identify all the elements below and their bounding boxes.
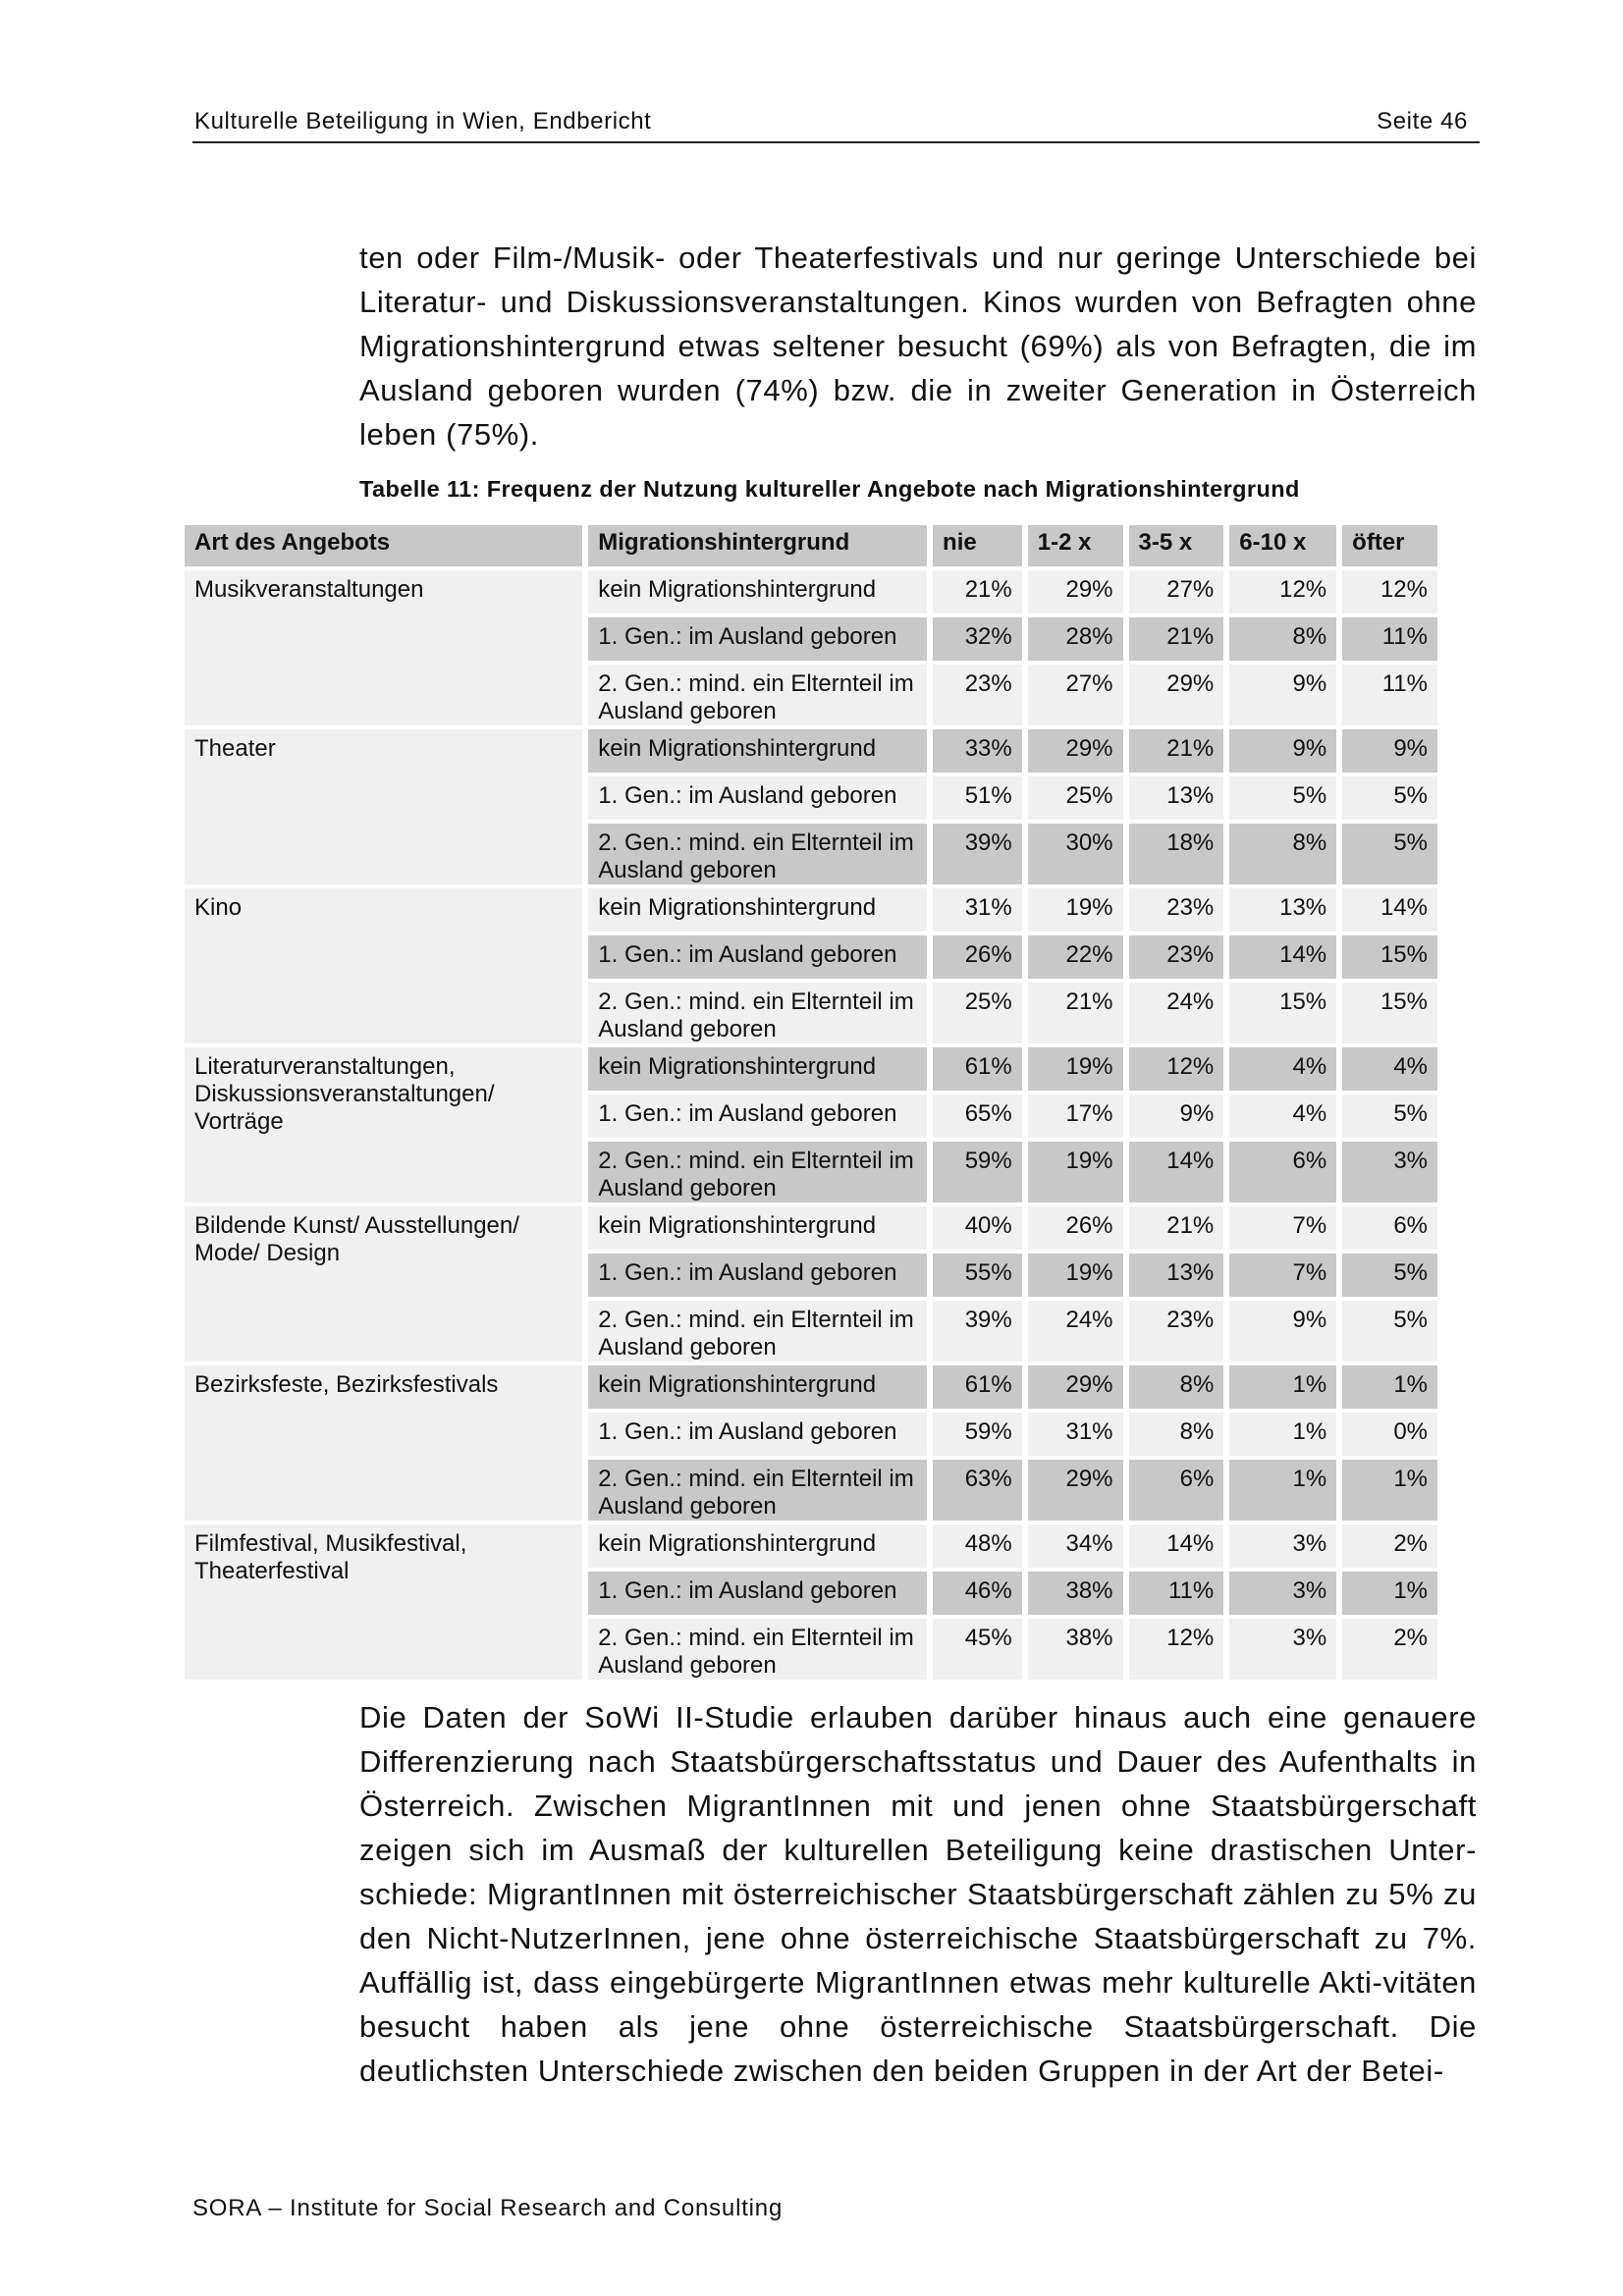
value-cell: 21% xyxy=(1028,983,1123,1043)
value-cell: 4% xyxy=(1342,1047,1437,1091)
value-cell: 27% xyxy=(1129,570,1224,614)
value-cell: 23% xyxy=(1129,1301,1224,1362)
offer-cell: Bezirksfeste, Bezirksfestivals xyxy=(185,1365,582,1521)
table-body xyxy=(185,570,1437,1680)
value-cell: 1% xyxy=(1342,1365,1437,1409)
value-cell: 25% xyxy=(933,983,1022,1043)
value-cell: 8% xyxy=(1229,617,1336,661)
value-cell: 23% xyxy=(933,665,1022,725)
migration-background-cell: 2. Gen.: mind. ein Elternteil im Ausland geboren xyxy=(588,824,927,884)
value-cell: 38% xyxy=(1028,1572,1123,1615)
value-cell: 14% xyxy=(1229,935,1336,979)
value-cell: 8% xyxy=(1129,1413,1224,1456)
value-cell: 55% xyxy=(933,1254,1022,1297)
migration-background-cell: 2. Gen.: mind. ein Elternteil im Ausland geboren xyxy=(588,1301,927,1362)
table-row xyxy=(185,570,1437,614)
value-cell: 9% xyxy=(1342,729,1437,773)
value-cell: 15% xyxy=(1342,983,1437,1043)
page-footer: SORA – Institute for Social Research and Consulting xyxy=(192,2195,784,2221)
value-cell: 31% xyxy=(933,888,1022,932)
value-cell: 12% xyxy=(1129,1619,1224,1680)
value-cell: 14% xyxy=(1129,1524,1224,1568)
value-cell: 21% xyxy=(1129,1206,1224,1250)
value-cell: 30% xyxy=(1028,824,1123,884)
migration-background-cell: 1. Gen.: im Ausland geboren xyxy=(588,1413,927,1456)
value-cell: 28% xyxy=(1028,617,1123,661)
value-cell: 11% xyxy=(1129,1572,1224,1615)
value-cell: 12% xyxy=(1342,570,1437,614)
value-cell: 6% xyxy=(1342,1206,1437,1250)
value-cell: 39% xyxy=(933,824,1022,884)
value-cell: 40% xyxy=(933,1206,1022,1250)
migration-background-cell: 1. Gen.: im Ausland geboren xyxy=(588,617,927,661)
value-cell: 22% xyxy=(1028,935,1123,979)
value-cell: 63% xyxy=(933,1460,1022,1521)
value-cell: 5% xyxy=(1342,776,1437,820)
value-cell: 4% xyxy=(1229,1095,1336,1138)
offer-cell: Literaturveranstaltungen, Diskussionsveranstaltungen/ Vorträge xyxy=(185,1047,582,1202)
value-cell: 59% xyxy=(933,1413,1022,1456)
value-cell: 9% xyxy=(1229,1301,1336,1362)
value-cell: 1% xyxy=(1229,1365,1336,1409)
value-cell: 5% xyxy=(1342,1301,1437,1362)
value-cell: 9% xyxy=(1229,665,1336,725)
value-cell: 46% xyxy=(933,1572,1022,1615)
value-cell: 48% xyxy=(933,1524,1022,1568)
migration-background-cell: 1. Gen.: im Ausland geboren xyxy=(588,1572,927,1615)
table-row xyxy=(185,729,1437,773)
outro-paragraph: Die Daten der SoWi II-Studie erlauben darüber hinaus auch eine genauere Differenzierung nach Staatsbürgerschaftsstatus und Dauer des Aufenthalts in Österreich. Zwischen MigrantInnen mit und jenen ohne Staatsbürgerschaft zeigen sich im Ausmaß der kulturellen Beteiligung keine drastischen Unter-schiede: MigrantInnen mit österreichischer Staatsbürgerschaft zählen zu 5% zu den Nicht-NutzerInnen, jene ohne österreichische Staatsbürgerschaft zu 7%. Auffällig ist, dass eingebürgerte MigrantInnen etwas mehr kulturelle Akti-vitäten besucht haben als jene ohne österreichische Staatsbürgerschaft. Die deutlichsten Unterschiede zwischen den beiden Gruppen in der Art der Betei- xyxy=(359,1700,1477,2088)
value-cell: 2% xyxy=(1342,1619,1437,1680)
value-cell: 32% xyxy=(933,617,1022,661)
value-cell: 13% xyxy=(1229,888,1336,932)
value-cell: 1% xyxy=(1229,1460,1336,1521)
migration-background-cell: 1. Gen.: im Ausland geboren xyxy=(588,1254,927,1297)
migration-background-cell: 2. Gen.: mind. ein Elternteil im Ausland geboren xyxy=(588,1460,927,1521)
value-cell: 7% xyxy=(1229,1206,1336,1250)
table-row xyxy=(185,1206,1437,1250)
table-row xyxy=(185,1365,1437,1409)
value-cell: 15% xyxy=(1229,983,1336,1043)
value-cell: 15% xyxy=(1342,935,1437,979)
value-cell: 19% xyxy=(1028,1142,1123,1202)
value-cell: 5% xyxy=(1342,1254,1437,1297)
value-cell: 29% xyxy=(1129,665,1224,725)
value-cell: 9% xyxy=(1229,729,1336,773)
migration-background-cell: 2. Gen.: mind. ein Elternteil im Ausland geboren xyxy=(588,983,927,1043)
value-cell: 13% xyxy=(1129,776,1224,820)
value-cell: 21% xyxy=(933,570,1022,614)
value-cell: 4% xyxy=(1229,1047,1336,1091)
value-cell: 27% xyxy=(1028,665,1123,725)
header-cell: 3-5 x xyxy=(1129,525,1224,566)
value-cell: 19% xyxy=(1028,1254,1123,1297)
value-cell: 12% xyxy=(1129,1047,1224,1091)
migration-background-cell: kein Migrationshintergrund xyxy=(588,1206,927,1250)
value-cell: 29% xyxy=(1028,1365,1123,1409)
migration-background-cell: 1. Gen.: im Ausland geboren xyxy=(588,1095,927,1138)
migration-background-cell: kein Migrationshintergrund xyxy=(588,1365,927,1409)
value-cell: 1% xyxy=(1229,1413,1336,1456)
value-cell: 61% xyxy=(933,1047,1022,1091)
value-cell: 29% xyxy=(1028,729,1123,773)
migration-background-cell: 2. Gen.: mind. ein Elternteil im Ausland geboren xyxy=(588,1142,927,1202)
value-cell: 19% xyxy=(1028,1047,1123,1091)
page-header xyxy=(192,106,1480,143)
value-cell: 31% xyxy=(1028,1413,1123,1456)
offer-cell: Theater xyxy=(185,729,582,884)
value-cell: 3% xyxy=(1342,1142,1437,1202)
migration-background-cell: kein Migrationshintergrund xyxy=(588,570,927,614)
value-cell: 3% xyxy=(1229,1619,1336,1680)
offer-cell: Bildende Kunst/ Ausstellungen/ Mode/ Design xyxy=(185,1206,582,1362)
table-row xyxy=(185,1047,1437,1091)
value-cell: 24% xyxy=(1028,1301,1123,1362)
value-cell: 1% xyxy=(1342,1460,1437,1521)
header-cell: 6-10 x xyxy=(1229,525,1336,566)
value-cell: 5% xyxy=(1342,1095,1437,1138)
value-cell: 24% xyxy=(1129,983,1224,1043)
value-cell: 0% xyxy=(1342,1413,1437,1456)
value-cell: 6% xyxy=(1129,1460,1224,1521)
frequency-table xyxy=(179,521,1443,1683)
value-cell: 45% xyxy=(933,1619,1022,1680)
value-cell: 13% xyxy=(1129,1254,1224,1297)
header-cell: nie xyxy=(933,525,1022,566)
value-cell: 25% xyxy=(1028,776,1123,820)
value-cell: 21% xyxy=(1129,729,1224,773)
migration-background-cell: kein Migrationshintergrund xyxy=(588,1047,927,1091)
header-cell: öfter xyxy=(1342,525,1437,566)
value-cell: 59% xyxy=(933,1142,1022,1202)
table-header-row xyxy=(185,525,1437,566)
header-cell: 1-2 x xyxy=(1028,525,1123,566)
value-cell: 7% xyxy=(1229,1254,1336,1297)
value-cell: 26% xyxy=(1028,1206,1123,1250)
value-cell: 1% xyxy=(1342,1572,1437,1615)
value-cell: 8% xyxy=(1129,1365,1224,1409)
value-cell: 6% xyxy=(1229,1142,1336,1202)
value-cell: 18% xyxy=(1129,824,1224,884)
migration-background-cell: 2. Gen.: mind. ein Elternteil im Ausland geboren xyxy=(588,665,927,725)
value-cell: 3% xyxy=(1229,1524,1336,1568)
value-cell: 3% xyxy=(1229,1572,1336,1615)
value-cell: 34% xyxy=(1028,1524,1123,1568)
value-cell: 11% xyxy=(1342,617,1437,661)
table-caption: Tabelle 11: Frequenz der Nutzung kultureller Angebote nach Migrationshintergrund xyxy=(359,476,1300,502)
value-cell: 65% xyxy=(933,1095,1022,1138)
value-cell: 26% xyxy=(933,935,1022,979)
offer-cell: Kino xyxy=(185,888,582,1043)
offer-cell: Filmfestival, Musikfestival, Theaterfestival xyxy=(185,1524,582,1680)
value-cell: 51% xyxy=(933,776,1022,820)
intro-paragraph: ten oder Film-/Musik- oder Theaterfestivals und nur geringe Unterschiede bei Literatur- und Diskussionsveranstaltungen. Kinos wurden von Befragten ohne Migrationshintergrund etwas seltener besucht (69%) als von Befragten, die im Ausland geboren wurden (74%) bzw. die in zweiter Generation in Österreich leben (75%). xyxy=(359,240,1477,452)
header-cell: Art des Angebots xyxy=(185,525,582,566)
value-cell: 9% xyxy=(1129,1095,1224,1138)
value-cell: 2% xyxy=(1342,1524,1437,1568)
value-cell: 14% xyxy=(1129,1142,1224,1202)
migration-background-cell: kein Migrationshintergrund xyxy=(588,729,927,773)
migration-background-cell: kein Migrationshintergrund xyxy=(588,888,927,932)
value-cell: 8% xyxy=(1229,824,1336,884)
value-cell: 5% xyxy=(1342,824,1437,884)
value-cell: 23% xyxy=(1129,935,1224,979)
value-cell: 23% xyxy=(1129,888,1224,932)
migration-background-cell: 2. Gen.: mind. ein Elternteil im Ausland geboren xyxy=(588,1619,927,1680)
migration-background-cell: kein Migrationshintergrund xyxy=(588,1524,927,1568)
value-cell: 21% xyxy=(1129,617,1224,661)
table-row xyxy=(185,888,1437,932)
value-cell: 61% xyxy=(933,1365,1022,1409)
value-cell: 17% xyxy=(1028,1095,1123,1138)
value-cell: 5% xyxy=(1229,776,1336,820)
document-title: Kulturelle Beteiligung in Wien, Endbericht xyxy=(194,108,652,134)
value-cell: 19% xyxy=(1028,888,1123,932)
value-cell: 29% xyxy=(1028,570,1123,614)
value-cell: 12% xyxy=(1229,570,1336,614)
header-cell: Migrationshintergrund xyxy=(588,525,927,566)
migration-background-cell: 1. Gen.: im Ausland geboren xyxy=(588,776,927,820)
page-number: Seite 46 xyxy=(1377,108,1468,134)
migration-background-cell: 1. Gen.: im Ausland geboren xyxy=(588,935,927,979)
value-cell: 14% xyxy=(1342,888,1437,932)
table-row xyxy=(185,1524,1437,1568)
value-cell: 33% xyxy=(933,729,1022,773)
value-cell: 29% xyxy=(1028,1460,1123,1521)
value-cell: 39% xyxy=(933,1301,1022,1362)
value-cell: 38% xyxy=(1028,1619,1123,1680)
value-cell: 11% xyxy=(1342,665,1437,725)
offer-cell: Musikveranstaltungen xyxy=(185,570,582,725)
